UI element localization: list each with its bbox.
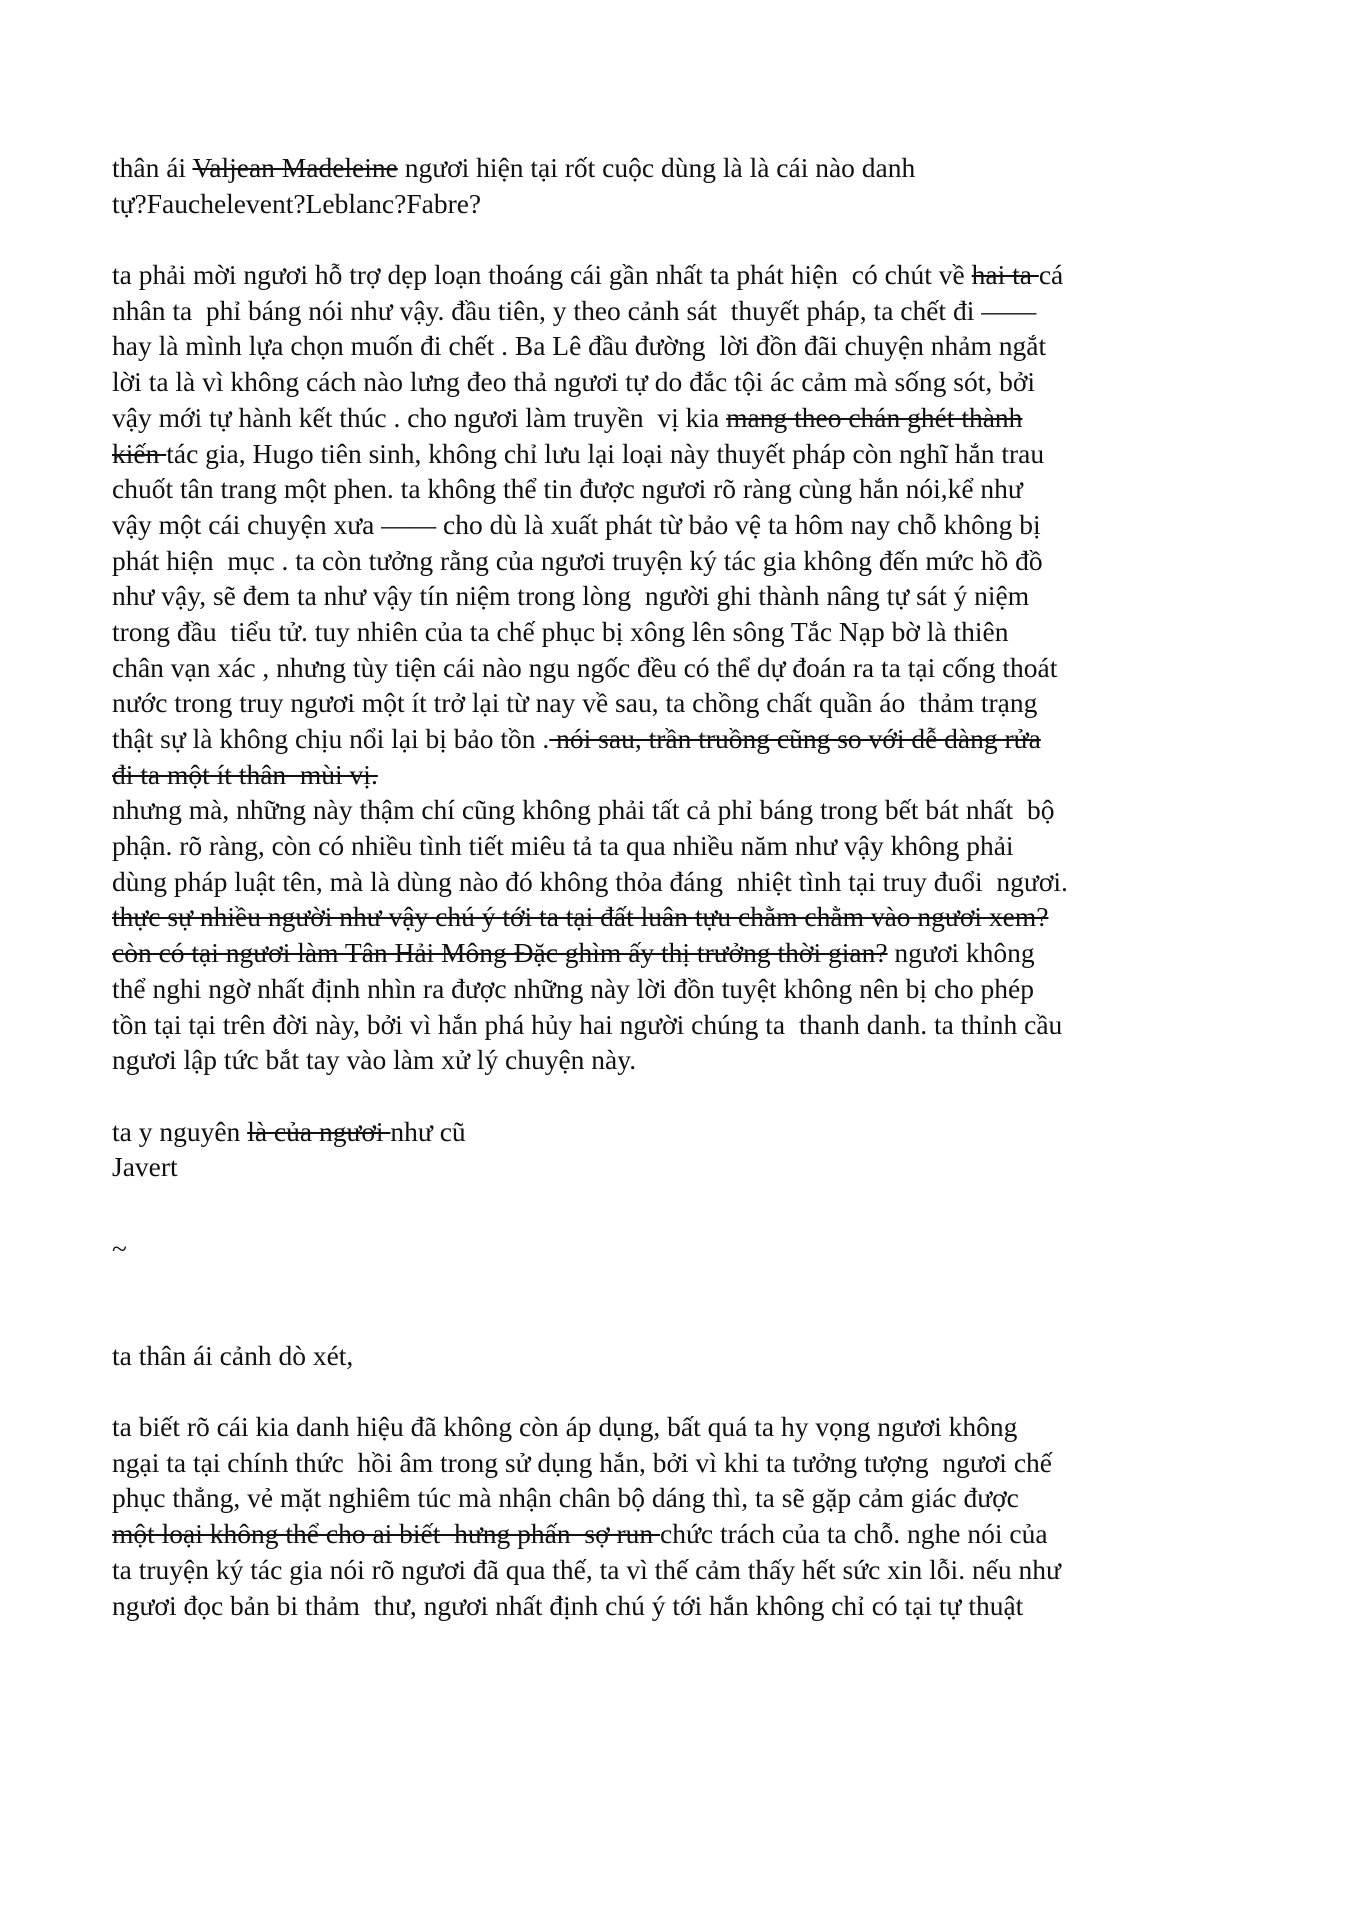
- text-line: [112, 1516, 1227, 1552]
- blank-line: [112, 1302, 1227, 1338]
- text-run: thân ái: [112, 152, 193, 183]
- text-line: [112, 1480, 1227, 1516]
- struck-text: một loại không thể cho ai biết hưng phấn sợ run: [112, 1518, 661, 1550]
- struck-text: mang theo chán ghét thành: [726, 401, 1023, 433]
- text-line: [112, 471, 1227, 507]
- text-line: [112, 507, 1227, 543]
- text-line: [112, 186, 1227, 222]
- text-line: [112, 293, 1227, 329]
- text-run: ngại ta tại chính thức hồi âm trong sử dụng hắn, bởi vì khi ta tưởng tượng ngươi chế: [112, 1446, 1052, 1478]
- text-run: Javert: [112, 1151, 178, 1183]
- text-run: chức trách của ta chỗ. nghe nói của: [660, 1518, 1048, 1550]
- text-run: lời ta là vì không cách nào lưng đeo thả ngươi tự do đắc tội ác cảm mà sống sót, bởi: [112, 366, 1036, 398]
- text-line: [112, 400, 1227, 436]
- text-run: phát hiện mục . ta còn tưởng rằng của ngươi truyện ký tác gia không đến mức hồ đồ: [112, 544, 1043, 576]
- text-line: [112, 828, 1227, 864]
- struck-text: hai ta: [971, 259, 1039, 291]
- text-line: [112, 578, 1227, 614]
- text-run: dùng pháp luật tên, mà là dùng nào đó không thỏa đáng nhiệt tình tại truy đuổi ngươi.: [112, 865, 1068, 897]
- text-run: nhân ta phỉ báng nói như vậy. đầu tiên, y theo cảnh sát thuyết pháp, ta chết đi ——: [112, 294, 1037, 326]
- text-run: như cũ: [390, 1115, 466, 1147]
- text-line: [112, 1007, 1227, 1043]
- blank-line: [112, 1373, 1227, 1409]
- text-run: hay là mình lựa chọn muốn đi chết . Ba Lê đầu đường lời đồn đãi chuyện nhảm ngắt: [112, 330, 1047, 362]
- document-page: [112, 150, 1227, 1623]
- blank-line: [112, 1078, 1227, 1114]
- text-line: [112, 1445, 1227, 1481]
- text-line: [112, 543, 1227, 579]
- struck-text: đi ta một ít thân mùi vị.: [112, 758, 378, 790]
- text-line: [112, 1042, 1227, 1078]
- text-line: [112, 971, 1227, 1007]
- text-run: vậy một cái chuyện xưa —— cho dù là xuất phát từ bảo vệ ta hôm nay chỗ không bị: [112, 508, 1041, 540]
- text-run: ngươi đọc bản bi thảm thư, ngươi nhất định chú ý tới hắn không chỉ có tại tự thuật: [112, 1589, 1024, 1621]
- text-run: tác gia, Hugo tiên sinh, không chỉ lưu lại loại này thuyết pháp còn nghĩ hắn trau: [166, 437, 1045, 469]
- text-line: [112, 757, 1227, 793]
- blank-line: [112, 1266, 1227, 1302]
- text-run: phận. rõ ràng, còn có nhiều tình tiết miêu tả ta qua nhiều năm như vậy không phải: [112, 830, 1014, 862]
- text-run: ngươi không: [887, 937, 1035, 969]
- text-line: [112, 436, 1227, 472]
- struck-text: kiến: [112, 437, 167, 469]
- text-run: cá: [1038, 259, 1064, 291]
- text-line: [112, 899, 1227, 935]
- text-line: [112, 1149, 1227, 1185]
- text-run: ta biết rõ cái kia danh hiệu đã không còn áp dụng, bất quá ta hy vọng ngươi không: [112, 1411, 1018, 1443]
- struck-text: Valjean Madeleine: [192, 152, 398, 183]
- struck-text: là của ngươi: [247, 1115, 391, 1147]
- blank-line: [112, 1185, 1227, 1221]
- text-run: thể nghi ngờ nhất định nhìn ra được những này lời đồn tuyệt không nên bị cho phép: [112, 972, 1034, 1004]
- text-run: thật sự là không chịu nổi lại bị bảo tồn .: [112, 723, 550, 754]
- letter-one-closing: [112, 1114, 1227, 1185]
- text-line: [112, 685, 1227, 721]
- struck-text: thực sự nhiều người như vậy chú ý tới ta tại đất luân tựu chằm chằm vào ngươi xem?: [112, 901, 1049, 933]
- text-line: [112, 257, 1227, 293]
- text-run: tồn tại tại trên đời này, bởi vì hắn phá hủy hai người chúng ta thanh danh. ta thỉnh cầu: [112, 1008, 1063, 1040]
- text-run: như vậy, sẽ đem ta như vậy tín niệm trong lòng người ghi thành nâng tự sát ý niệm: [112, 580, 1030, 612]
- blank-line: [112, 221, 1227, 257]
- text-line: [112, 792, 1227, 828]
- text-line: [112, 150, 1227, 186]
- text-line: [112, 614, 1227, 650]
- text-run: phục thẳng, vẻ mặt nghiêm túc mà nhận chân bộ dáng thì, ta sẽ gặp cảm giác được: [112, 1482, 1019, 1514]
- text-line: [112, 1588, 1227, 1624]
- letter-one: [112, 150, 1227, 1185]
- letter-two: [112, 1338, 1227, 1624]
- text-run: tự?Fauchelevent?Leblanc?Fabre?: [112, 187, 482, 219]
- text-line: [112, 864, 1227, 900]
- text-line: [112, 328, 1227, 364]
- text-run: nhưng mà, những này thậm chí cũng không phải tất cả phỉ báng trong bết bát nhất bộ: [112, 794, 1055, 826]
- struck-text: nói sau, trần truồng cũng so với dễ dàng rửa: [549, 723, 1041, 754]
- text-line: [112, 935, 1227, 971]
- text-run: chân vạn xác , nhưng tùy tiện cái nào ngu ngốc đều có thể dự đoán ra ta tại cống thoát: [112, 651, 1058, 683]
- text-run: trong đầu tiểu tử. tuy nhiên của ta chế phục bị xông lên sông Tắc Nạp bờ là thiên: [112, 615, 1009, 647]
- text-line: [112, 1409, 1227, 1445]
- letter-one-opening: [112, 150, 1227, 221]
- letter-one-body: [112, 257, 1227, 1078]
- struck-text: còn có tại ngươi làm Tân Hải Mông Đặc ghìm ấy thị trưởng thời gian?: [112, 937, 888, 969]
- text-run: vậy mới tự hành kết thúc . cho ngươi làm truyền vị kia: [112, 401, 727, 433]
- text-line: [112, 1552, 1227, 1588]
- letter-two-body: [112, 1409, 1227, 1623]
- text-run: ta truyện ký tác gia nói rõ ngươi đã qua thế, ta vì thế cảm thấy hết sức xin lỗi. nếu như: [112, 1553, 1061, 1585]
- text-run: ta phải mời ngươi hỗ trợ dẹp loạn thoáng cái gần nhất ta phát hiện có chút về: [112, 259, 972, 291]
- text-line: [112, 650, 1227, 686]
- text-line: [112, 1114, 1227, 1150]
- text-run: ngươi hiện tại rốt cuộc dùng là là cái nào danh: [397, 152, 916, 183]
- text-run: ngươi lập tức bắt tay vào làm xử lý chuyện này.: [112, 1044, 637, 1076]
- letter-two-salutation: ta thân ái cảnh dò xét,: [112, 1339, 354, 1371]
- section-separator: ~: [112, 1232, 127, 1264]
- text-run: ta y nguyên: [112, 1115, 248, 1147]
- text-line: [112, 721, 1227, 757]
- text-run: nước trong truy ngươi một ít trở lại từ nay về sau, ta chồng chất quần áo thảm trạng: [112, 687, 1038, 719]
- text-run: chuốt tân trang một phen. ta không thể tin được ngươi rõ ràng cùng hắn nói,kể như: [112, 473, 1023, 505]
- text-line: [112, 364, 1227, 400]
